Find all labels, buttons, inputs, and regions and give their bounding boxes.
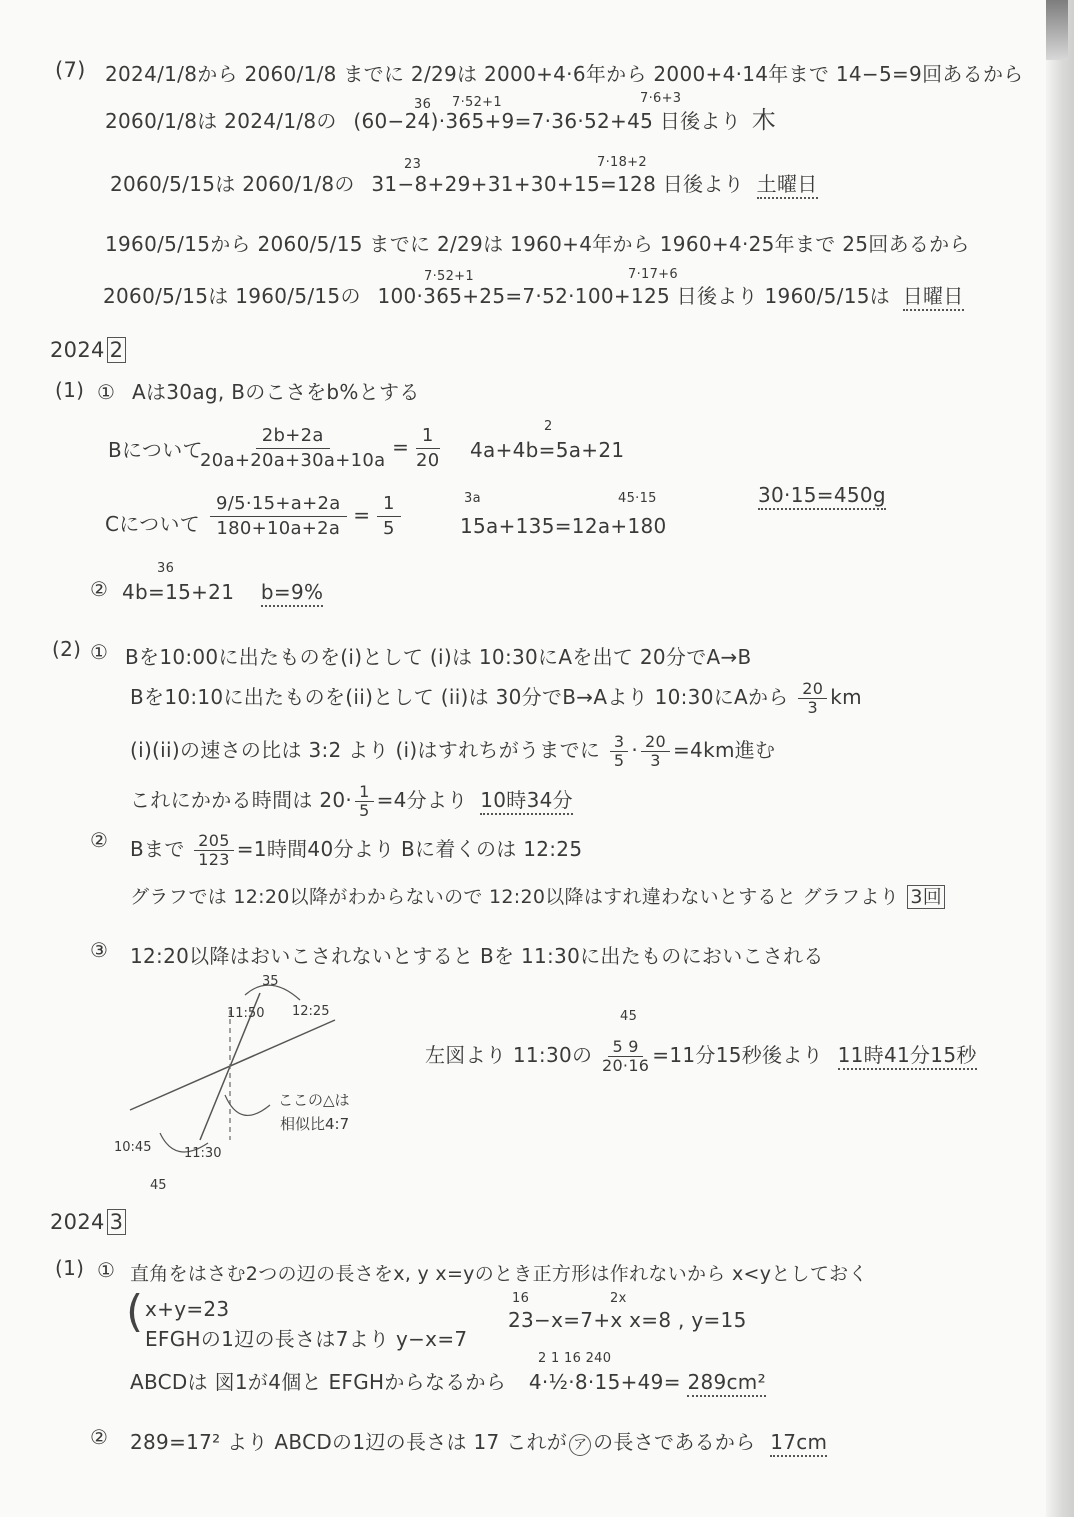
q7-line2-note2: 7·52+1	[452, 95, 502, 110]
q7-line2-note1: 36	[414, 97, 432, 112]
s2-p2-2-line1-fd: 123	[198, 850, 230, 869]
s2-c-rhs-denominator: 5	[382, 518, 395, 539]
s2-b-right: 4a+4b=5a+21	[470, 438, 625, 462]
diagram-time-1130: 11:30	[184, 1146, 222, 1161]
q7-line2-a: 2060/1/8は 2024/1/8の	[105, 109, 337, 133]
s2-p1-2-text: 4b=15+21	[122, 580, 235, 604]
section-3-year: 2024	[50, 1210, 105, 1234]
s2-p2-3-right	[425, 1038, 977, 1075]
s2-c-fraction	[210, 492, 401, 541]
q7-line4: 1960/5/15から 2060/5/15 までに 2/29は 1960+4年から 1960+4·25年まで 25回あるから	[105, 232, 970, 256]
s2-c-note2: 45·15	[618, 491, 657, 506]
q7-line1: 2024/1/8から 2060/1/8 までに 2/29は 2000+4·6年から 2000+4·14年まで 14−5=9回あるから	[105, 62, 1024, 86]
section-2-year: 2024	[50, 338, 105, 362]
q7-line5-note1: 7·52+1	[424, 269, 474, 284]
s2-p1-2-label: ②	[90, 577, 109, 601]
s2-b-label: Bについて	[108, 438, 203, 462]
s2-c-note1: 3a	[464, 491, 481, 506]
s2-side-answer-wrap	[758, 483, 886, 507]
q7-line2	[105, 108, 776, 133]
s3-p1-2-label: ②	[90, 1425, 109, 1449]
s3-line3-a: ABCDは 図1が4個と EFGHからなるから	[130, 1370, 507, 1394]
s2-c-equals: =	[353, 503, 371, 527]
scan-right-edge	[1046, 0, 1074, 1517]
s2-p2-2-line1-fn: 205	[194, 832, 233, 851]
s2-p2-2-answer: 3回	[907, 885, 945, 909]
s2-p1-label: (1)	[55, 378, 85, 402]
s2-p2-2-line2	[130, 885, 945, 909]
scan-corner-shadow	[1046, 0, 1068, 60]
s3-solve: 23−x=7+x x=8 , y=15	[508, 1308, 747, 1332]
s2-p2-1-line3-f2n: 20	[641, 733, 670, 752]
s3-p1-label: (1)	[55, 1256, 85, 1280]
s2-p1-2-note: 36	[157, 561, 175, 576]
s3-p1-2-b: の長さであるから	[593, 1430, 756, 1454]
s2-p2-1-line2-fden: 3	[807, 698, 818, 717]
s3-p1-2-line	[130, 1430, 827, 1456]
s2-p2-label: (2)	[52, 637, 82, 661]
q7-line3-a: 2060/5/15は 2060/1/8の	[110, 172, 355, 196]
q7-line3-note1: 23	[404, 157, 422, 172]
s3-p1-1-text: 直角をはさむ2つの辺の長さをx, y x=yのとき正方形は作れないから x<yとしておく	[130, 1263, 868, 1285]
diagram-time-1045: 10:45	[114, 1140, 152, 1155]
s2-p2-1-line4-b: =4分より	[376, 788, 468, 812]
s3-system-brace: (	[126, 1286, 144, 1337]
s2-p2-3-label: ③	[90, 938, 109, 962]
q7-line3-answer: 土曜日	[757, 172, 818, 199]
q7-line5	[103, 284, 964, 308]
s3-p1-2-a: 289=17² より ABCDの1辺の長さは 17 これが	[130, 1430, 568, 1454]
s3-line3-answer: 289cm²	[687, 1370, 765, 1397]
s2-p2-3-fden: 20·16	[601, 1056, 650, 1075]
s2-b-numerator: 2b+2a	[256, 424, 330, 449]
s2-p2-1-line3-f1n: 3	[610, 733, 628, 752]
s2-p2-2-line1-b: =1時間40分より Bに着くのは 12:25	[236, 837, 583, 861]
s2-p1-1-text: Aは30ag, Bのこさをb%とする	[132, 380, 420, 404]
s3-p1-1-label: ①	[97, 1258, 116, 1282]
q7-line5-note2: 7·17+6	[628, 267, 678, 282]
s2-p2-1-line4	[130, 783, 573, 820]
s2-p2-1-line2	[130, 680, 862, 717]
s2-c-numerator: 9/5·15+a+2a	[210, 492, 347, 517]
s2-p2-1-line1: Bを10:00に出たものを(i)として (i)は 10:30にAを出て 20分でA→B	[125, 645, 752, 669]
s2-b-rhs-numerator: 1	[416, 424, 440, 449]
crossing-diagram	[100, 965, 400, 1195]
s2-b-equals: =	[392, 435, 410, 459]
q7-line2-answer: 木	[751, 106, 777, 134]
section-3-number: 3	[107, 1209, 127, 1235]
q7-line3-b: 31−8+29+31+30+15=128 日後より	[371, 172, 744, 196]
diagram-time-1150: 11:50	[227, 1006, 265, 1021]
s2-p2-1-line3: (i)(ii)の速さの比は 3:2 より (i)はすれちがうまでに $\frac{3}{5}$ · $\frac{20}{3}$ =4km進む	[130, 732, 776, 770]
s2-p2-3-line1: 12:20以降はおいこされないとすると Bを 11:30に出たものにおいこされる	[130, 944, 824, 968]
q7-line2-note3: 7·6+3	[640, 91, 682, 106]
diagram-top-label: 35	[262, 974, 279, 989]
s2-b-fraction	[200, 424, 440, 473]
s3-note-2x: 2x	[610, 1291, 627, 1306]
s2-p1-2-line	[122, 580, 323, 604]
s3-p1-2-circle: ア	[569, 1434, 591, 1456]
section-2-number: 2	[107, 337, 127, 363]
s2-p2-1-answer: 10時34分	[480, 788, 573, 815]
s2-p2-3-answer: 11時41分15秒	[838, 1043, 977, 1070]
q7-line5-b: 100·365+25=7·52·100+125 日後より 1960/5/15は	[377, 284, 891, 308]
s2-p2-2-line2-text: グラフでは 12:20以降がわからないので 12:20以降はすれ違わないとすると グラフより	[130, 886, 899, 908]
s2-b-rhs-denominator: 20	[416, 450, 440, 471]
q7-label: (7)	[55, 58, 86, 82]
s2-b-note: 2	[544, 419, 553, 434]
s2-p2-1-line2-text: Bを10:10に出たものを(ii)として (ii)は 30分でB→Aより 10:30にAから	[130, 685, 789, 709]
s2-p2-2-line1	[130, 832, 582, 869]
s2-p2-3-right-a: 左図より 11:30の	[425, 1043, 593, 1067]
s2-p1-1-label: ①	[97, 380, 116, 404]
s2-c-right: 15a+135=12a+180	[460, 514, 667, 538]
section-3-heading	[50, 1210, 126, 1234]
diagram-note-1: ここの△は	[278, 1091, 350, 1109]
s3-p1-2-answer: 17cm	[770, 1430, 827, 1457]
s3-system-eq2: EFGHの1辺の長さは7より y−x=7	[145, 1327, 468, 1351]
section-2-heading	[50, 338, 126, 362]
s2-p2-1-line2-unit: km	[830, 685, 862, 709]
s3-system-eq1: x+y=23	[145, 1297, 230, 1321]
diagram-time-1225: 12:25	[292, 1004, 330, 1019]
s3-line3	[130, 1370, 766, 1394]
s2-p2-3-note: 45	[620, 1009, 638, 1024]
q7-line3	[110, 172, 818, 196]
s2-p1-2-answer: b=9%	[261, 580, 323, 607]
s2-p2-1-line2-fnum: 20	[798, 680, 827, 699]
s2-p2-1-line3-b: =4km進む	[673, 738, 776, 762]
q7-line2-b: (60−24)·365+9=7·36·52+45 日後より	[353, 109, 742, 133]
s2-p2-1-line3-f1d: 5	[613, 751, 625, 770]
q7-line5-answer: 日曜日	[903, 284, 964, 311]
s2-p2-1-line3-f2d: 3	[650, 751, 661, 770]
s2-p2-1-label: ①	[90, 640, 109, 664]
s2-c-label: Cについて	[105, 512, 201, 536]
s2-side-answer: 30·15=450g	[758, 483, 886, 510]
s3-note-16: 16	[512, 1291, 530, 1306]
s2-p2-1-line4-fn: 1	[355, 783, 373, 802]
s3-line3-notes: 2 1 16 240	[538, 1351, 612, 1366]
s2-p2-1-line4-a: これにかかる時間は 20·	[130, 788, 353, 812]
diagram-triangle-arc	[225, 1095, 270, 1115]
s2-c-denominator: 180+10a+2a	[216, 518, 341, 539]
s2-p2-1-line3-a: (i)(ii)の速さの比は 3:2 より (i)はすれちがうまでに	[130, 738, 601, 762]
s2-p2-3-fnum: 5 9	[608, 1038, 642, 1057]
diagram-bottom-label: 45	[150, 1178, 167, 1193]
s2-p2-2-label: ②	[90, 828, 109, 852]
s3-line3-b: 4·½·8·15+49=	[528, 1370, 681, 1394]
diagram-note-2: 相似比4:7	[280, 1115, 350, 1133]
s2-p2-3-right-b: =11分15秒後より	[652, 1043, 823, 1067]
s2-c-rhs-numerator: 1	[377, 492, 401, 517]
q7-line5-a: 2060/5/15は 1960/5/15の	[103, 284, 361, 308]
q7-line3-note2: 7·18+2	[597, 155, 647, 170]
s2-p2-1-line4-fd: 5	[359, 801, 370, 820]
s2-p2-2-line1-a: Bまで	[130, 837, 185, 861]
s2-b-denominator: 20a+20a+30a+10a	[200, 450, 386, 471]
